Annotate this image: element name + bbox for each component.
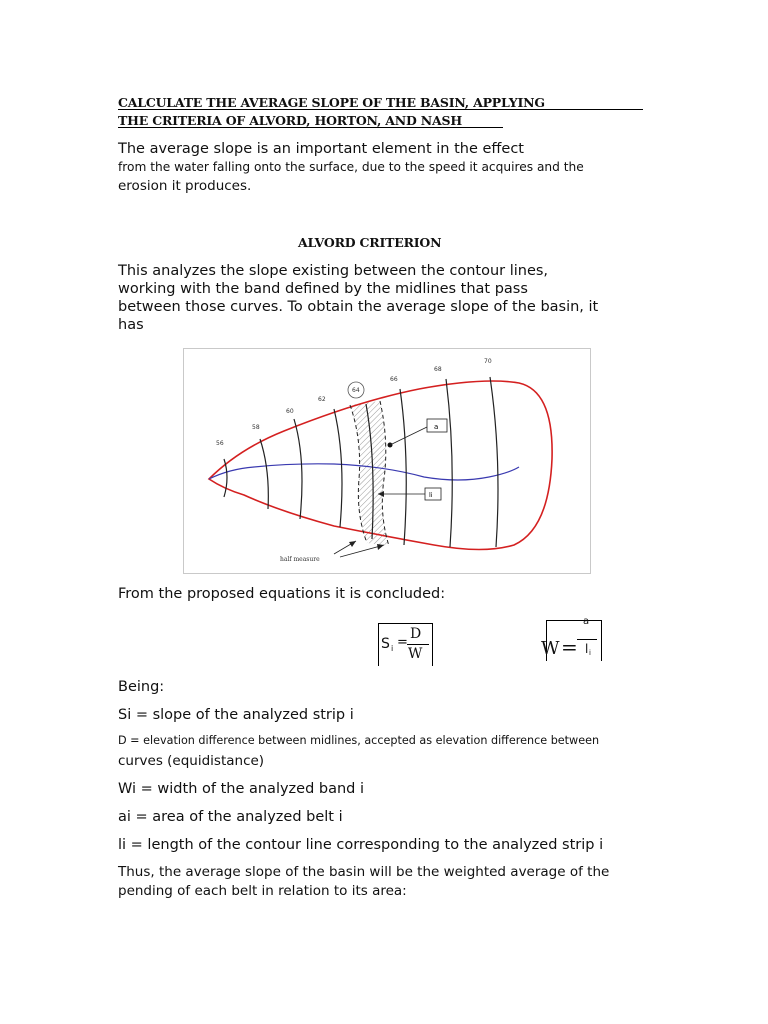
basin-diagram	[183, 348, 591, 574]
contour-line-62	[334, 409, 342, 527]
contour-label-58: 58	[252, 424, 260, 431]
equation-slope-eq: =	[397, 635, 408, 650]
equation-width-fraction-bar	[577, 639, 597, 640]
contour-line-60	[294, 419, 302, 519]
title-line-1: CALCULATE THE AVERAGE SLOPE OF THE BASIN, APPLYING	[118, 95, 545, 110]
contour-label-62: 62	[318, 396, 326, 403]
half-measure-arrowhead-2	[377, 544, 384, 550]
title-line-2: THE CRITERIA OF ALVORD, HORTON, AND NASH	[118, 113, 462, 128]
length-label-box	[425, 488, 441, 500]
contour-label-56: 56	[216, 440, 224, 447]
basin-diagram-svg	[184, 349, 590, 573]
definition-d-line-2: curves (equidistance)	[118, 753, 265, 769]
contour-label-66: 66	[390, 376, 398, 383]
equation-slope-den: W	[408, 646, 423, 662]
document-title	[118, 94, 545, 130]
contour-label-60: 60	[286, 408, 294, 415]
section-heading: ALVORD CRITERION	[298, 235, 442, 250]
equation-width-sub: i	[589, 649, 591, 657]
equations-intro: From the proposed equations it is concluded:	[118, 586, 446, 602]
equation-slope	[378, 623, 433, 666]
intro-line-2: from the water falling onto the surface, due to the speed it acquires and the	[118, 160, 584, 174]
equation-slope-lhs: S	[381, 636, 390, 652]
contour-label-64: 64	[352, 387, 360, 394]
definition-d-line-1: D = elevation difference between midlines, accepted as elevation difference between	[118, 734, 600, 747]
equation-width-eq: =	[561, 635, 578, 659]
equation-slope-sub: i	[391, 644, 394, 653]
definition-ai: ai = area of the analyzed belt i	[118, 809, 343, 825]
area-label: a	[434, 423, 439, 431]
equation-width-num: a	[583, 616, 590, 627]
contour-line-68	[446, 379, 452, 547]
equation-slope-fraction-bar	[407, 644, 429, 645]
length-label: li	[429, 491, 433, 499]
contour-line-58	[260, 439, 268, 509]
title-underline-1	[118, 109, 643, 110]
contour-label-70: 70	[484, 358, 492, 365]
equation-width	[541, 616, 601, 662]
being-label: Being:	[118, 679, 165, 695]
half-measure-label: half measure	[280, 556, 320, 563]
equation-width-lhs: W	[541, 638, 560, 659]
contour-label-68: 68	[434, 366, 442, 373]
conclusion-line-1: Thus, the average slope of the basin will be the weighted average of the	[118, 864, 610, 880]
equation-width-den: l	[585, 642, 589, 656]
analysis-line-4: has	[118, 317, 144, 333]
half-measure-arrowhead-1	[349, 541, 356, 547]
definition-si: Si = slope of the analyzed strip i	[118, 707, 354, 723]
intro-line-3: erosion it produces.	[118, 178, 252, 194]
contour-line-66	[400, 389, 406, 545]
definition-li: li = length of the contour line corresponding to the analyzed strip i	[118, 837, 604, 853]
area-leader-line	[390, 427, 427, 445]
intro-line-1: The average slope is an important element in the effect	[118, 141, 524, 157]
analysis-line-2: working with the band defined by the midlines that pass	[118, 281, 528, 297]
contour-line-70	[490, 377, 498, 547]
equation-slope-num: D	[410, 626, 422, 642]
analysis-line-1: This analyzes the slope existing between the contour lines,	[118, 263, 549, 279]
title-underline-2	[118, 127, 503, 128]
analysis-line-3: between those curves. To obtain the average slope of the basin, it	[118, 299, 599, 315]
definition-wi: Wi = width of the analyzed band i	[118, 781, 365, 797]
conclusion-line-2: pending of each belt in relation to its area:	[118, 883, 407, 899]
